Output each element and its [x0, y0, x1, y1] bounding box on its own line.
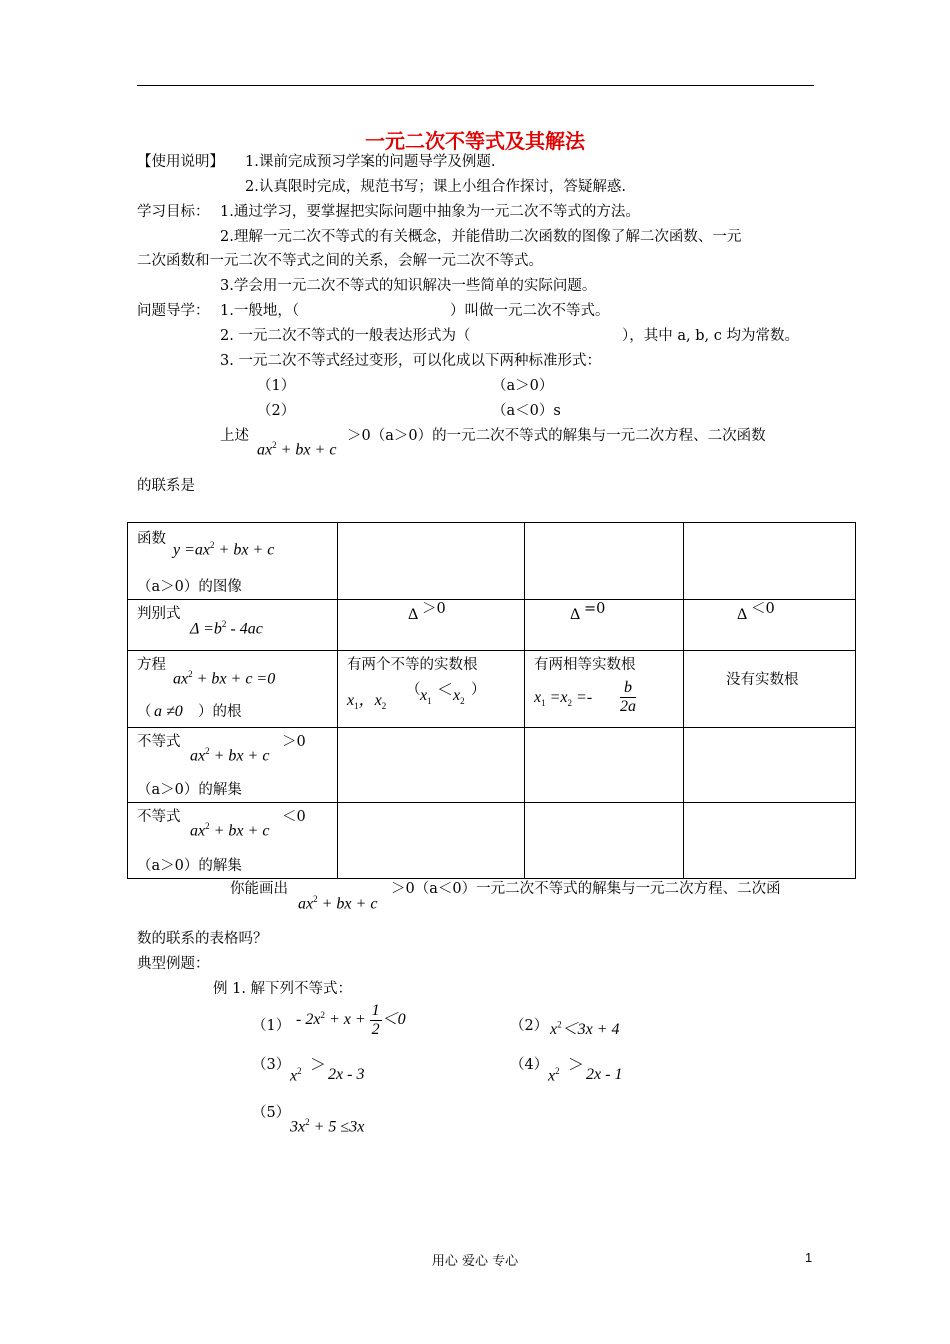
- row-function-label: 函数: [137, 531, 166, 547]
- guide-q3: 3. 一元二次不等式经过变形，可以化成以下两种标准形式：: [220, 353, 601, 369]
- table-cell: [525, 728, 684, 803]
- table-row: [128, 803, 856, 879]
- row-ineq-lt-sub: （a＞0）的解集: [137, 858, 242, 874]
- row-ineq-lt-label-cell: [128, 803, 338, 879]
- table-row: [128, 651, 856, 728]
- row-ineq-gt-label-cell: [128, 728, 338, 803]
- table-cell: [338, 523, 525, 600]
- example-1-heading: 例 1. 解下列不等式：: [213, 981, 353, 997]
- discriminant-negative: ＜0: [751, 601, 775, 617]
- problem-4-lhs: $x^2$: [548, 1066, 560, 1085]
- relation-table: [127, 522, 856, 879]
- after-line-2: 数的联系的表格吗？: [137, 931, 268, 947]
- ineq-gt-formula: $ax^2$ + bx + c: [190, 746, 270, 765]
- problem-4-label: （4）: [510, 1057, 549, 1073]
- above-text-end: ＞0（a＞0）的一元二次不等式的解集与一元二次方程、二次函数: [347, 428, 766, 444]
- form-1-label: （1）: [257, 378, 296, 394]
- guide-q1-start: 1.一般地，（: [220, 303, 300, 319]
- problem-3-lhs: $x^2$: [290, 1066, 302, 1085]
- after-line-1-start: 你能画出: [230, 881, 288, 897]
- guide-label: 问题导学：: [137, 303, 210, 319]
- root-x2: $x_2$: [453, 687, 465, 707]
- form-2-condition: （a＜0）s: [492, 403, 561, 419]
- problem-2-formula: $x^2<3x + 4$: [550, 1019, 620, 1038]
- above-text-tail: 的联系是: [137, 478, 195, 494]
- discriminant-negative-cell: [684, 600, 856, 651]
- less-than-symbol: ＜: [437, 682, 454, 699]
- row-ineq-gt-label: 不等式: [137, 734, 181, 750]
- header-rule: [137, 85, 814, 86]
- equation-equal-roots: 有两相等实数根: [534, 657, 636, 673]
- after-line-1-end: ＞0（a＜0）一元二次不等式的解集与一元二次方程、二次函: [391, 881, 781, 897]
- roots-x1-x2: $x_1$，$x_2$: [347, 692, 387, 712]
- table-cell: [684, 523, 856, 600]
- goal-1: 1.通过学习，要掌握把实际问题中抽象为一元二次不等式的方法。: [220, 204, 640, 220]
- problem-3-rhs: 2x - 3: [328, 1066, 365, 1083]
- table-cell: [684, 728, 856, 803]
- row-equation-label: 方程: [137, 657, 166, 673]
- ineq-lt-formula: $ax^2$ + bx + c: [190, 821, 270, 840]
- delta-symbol: Δ: [408, 606, 419, 623]
- function-formula: $y =ax^2$ + bx + c: [173, 540, 275, 559]
- above-text-start: 上述: [220, 428, 249, 444]
- after-formula: $ax^2$ + bx + c: [298, 894, 378, 913]
- equation-no-root: 没有实数根: [726, 672, 799, 688]
- row-ineq-gt-sub: （a＞0）的解集: [137, 782, 242, 798]
- row-function-label-cell: [128, 523, 338, 600]
- equal-roots-formula: $x_1 =x_2$ =-: [534, 689, 593, 709]
- problem-5-formula: $3x^2 + 5 \le 3x$: [290, 1117, 365, 1136]
- equation-formula: $ax^2$ + bx + c =0: [173, 669, 276, 688]
- table-row: [128, 523, 856, 600]
- a-nonzero: a ≠0: [154, 703, 183, 720]
- table-cell: [338, 803, 525, 879]
- roots-order: $x_1$: [420, 687, 432, 707]
- table-cell: [525, 523, 684, 600]
- discriminant-formula: $\Delta =b^2 - 4ac$: [190, 619, 263, 638]
- table-row: [128, 600, 856, 651]
- equation-equal-roots-cell: [525, 651, 684, 728]
- table-cell: [338, 728, 525, 803]
- paren-close: ）: [471, 682, 486, 698]
- delta-symbol: Δ: [737, 606, 748, 623]
- usage-label: 【使用说明】: [137, 154, 224, 170]
- problem-1-formula: - $2x^2 + x$ + $\frac{1}{2}$ ＜0: [296, 1002, 406, 1038]
- discriminant-positive: ＞0: [422, 601, 446, 617]
- guide-q1-end: ）叫做一元二次不等式。: [450, 303, 610, 319]
- goals-label: 学习目标：: [137, 204, 210, 220]
- usage-item-1: 1.课前完成预习学案的问题导学及例题.: [245, 154, 496, 170]
- row-ineq-lt-label: 不等式: [137, 809, 181, 825]
- page-number: 1: [805, 1250, 813, 1265]
- discriminant-positive-cell: [338, 600, 525, 651]
- fraction-b-2a: $\frac{b}{2a}$: [620, 679, 636, 715]
- examples-label: 典型例题：: [137, 956, 210, 972]
- row-discriminant-label-cell: [128, 600, 338, 651]
- row-equation-label-cell: [128, 651, 338, 728]
- problem-2-label: （2）: [510, 1018, 549, 1034]
- paren-open: （: [406, 682, 421, 698]
- problem-3-label: （3）: [252, 1057, 291, 1073]
- goal-3: 3.学会用一元二次不等式的知识解决一些简单的实际问题。: [220, 278, 597, 294]
- ineq-lt-op: ＜0: [282, 809, 306, 825]
- row-function-sub: （a＞0）的图像: [137, 579, 242, 595]
- problem-4-rhs: 2x - 1: [586, 1066, 623, 1083]
- table-cell: [525, 803, 684, 879]
- page-title: 一元二次不等式及其解法: [365, 129, 585, 153]
- row-equation-sub: ）的根: [198, 704, 242, 720]
- goal-2b: 二次函数和一元二次不等式之间的关系，会解一元二次不等式。: [137, 253, 543, 269]
- goal-2a: 2.理解一元二次不等式的有关概念，并能借助二次函数的图像了解二次函数、一元: [220, 229, 742, 245]
- form-2-label: （2）: [257, 403, 296, 419]
- guide-q2-start: 2. 一元二次不等式的一般表达形式为（: [220, 328, 471, 344]
- problem-4-op: ＞: [568, 1057, 585, 1074]
- paren-open: （: [137, 704, 152, 720]
- delta-symbol: Δ: [570, 606, 581, 623]
- table-cell: [684, 803, 856, 879]
- equation-two-roots: 有两个不等的实数根: [347, 657, 478, 673]
- formula-ax2-bx-c: $ax^2$ + bx + c: [257, 440, 337, 459]
- problem-3-op: ＞: [310, 1057, 327, 1074]
- usage-item-2: 2.认真限时完成，规范书写；课上小组合作探讨，答疑解惑.: [245, 179, 626, 195]
- page-footer: 用心 爱心 专心: [431, 1254, 519, 1269]
- row-discriminant-label: 判别式: [137, 606, 181, 622]
- ineq-gt-op: ＞0: [282, 734, 306, 750]
- guide-q2-end: ），其中 a, b, c 均为常数。: [622, 328, 799, 344]
- equation-no-root-cell: [684, 651, 856, 728]
- problem-5-label: （5）: [252, 1105, 291, 1121]
- equation-two-roots-cell: [338, 651, 525, 728]
- discriminant-zero: =0: [584, 601, 606, 617]
- form-1-condition: （a＞0）: [492, 378, 554, 394]
- table-row: [128, 728, 856, 803]
- discriminant-zero-cell: [525, 600, 684, 651]
- problem-1-label: （1）: [252, 1018, 291, 1034]
